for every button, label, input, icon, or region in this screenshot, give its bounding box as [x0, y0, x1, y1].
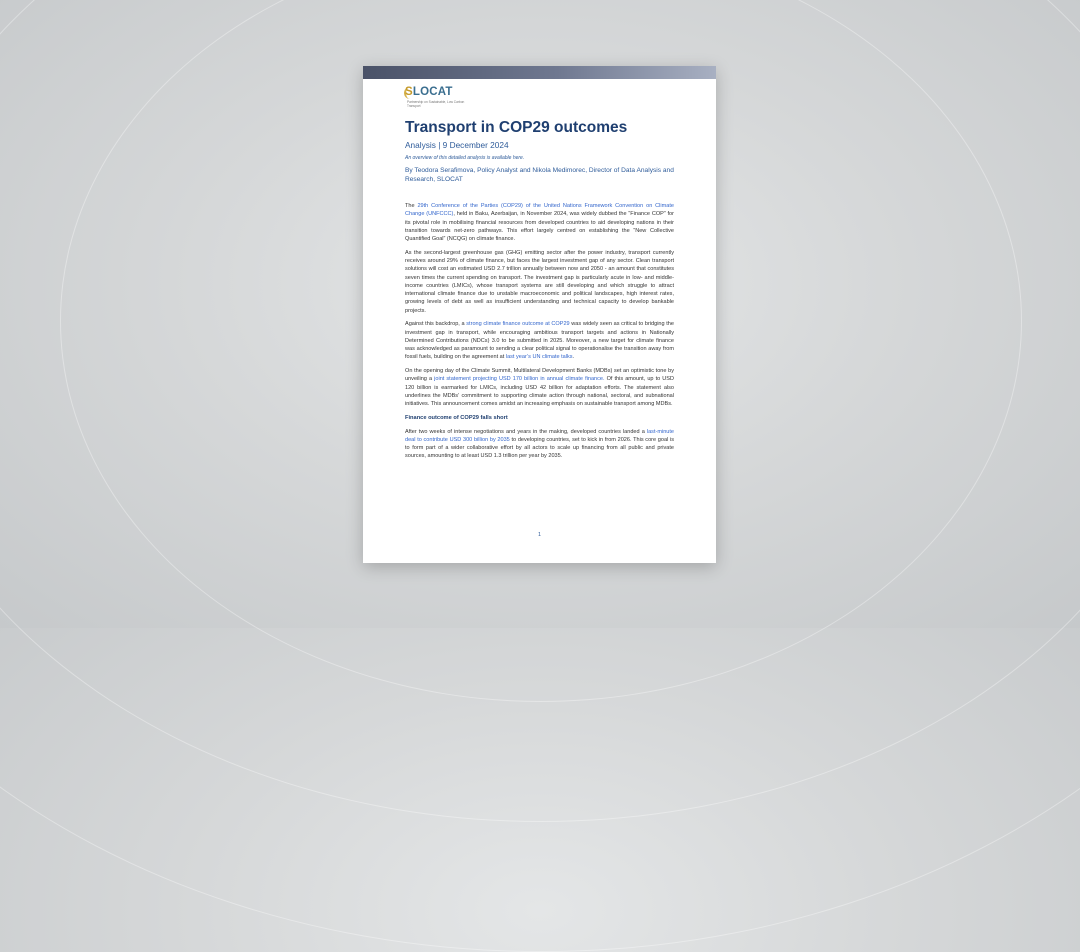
mdb-statement-link[interactable]: joint statement projecting USD 170 billion in annual climate finance. [434, 376, 605, 383]
page-number: 1 [537, 532, 542, 538]
deal-link[interactable]: last-minute deal to contribute USD 300 billion by 2035 [405, 428, 674, 443]
analysis-date: Analysis | 9 December 2024 [405, 140, 509, 150]
paragraph: On the opening day of the Climate Summit, Multilateral Development Banks (MDBs) set an optimistic tone by unveiling a joint statement projecting USD 170 billion in annual climate finance. Of this amount, up to USD 120 billion is earmarked for LMICs, including USD 42 billion for adaptation efforts. The statement also underlines the MDBs’ commitment to supporting climate action through national, sectoral, and subnational initiatives. This announcement comes amidst an increasing emphasis on sustainable transport among MDBs. [405, 368, 674, 407]
logo-tagline: Partnership on Sustainable, Low Carbon Transport [407, 100, 465, 108]
un-climate-talks-link[interactable]: last year’s UN climate talks [505, 354, 573, 361]
logo-wordmark: SLOCAT [405, 86, 453, 98]
slocat-logo [405, 86, 465, 116]
paragraph: The 29th Conference of the Parties (COP29) of the United Nations Framework Convention on Climate Change (UNFCCC), held in Baku, Azerbaijan, in November 2024, was widely dubbed the “Finance COP” for its pivotal role in mobilising financial resources from developed countries to aid developing nations in their transition towards net-zero pathways. This effort largely centred on establishing the “New Collective Quantified Goal” (NCQG) on climate finance. [405, 203, 674, 242]
authors-line: By Teodora Serafimova, Policy Analyst and Nikola Medimorec, Director of Data Analysis and Research, SLOCAT [405, 167, 674, 183]
paragraph: Against this backdrop, a strong climate finance outcome at COP29 was widely seen as critical to bridging the investment gap in transport, while encouraging ambitious transport targets and actions in Nationally Determined Contributions (NDCs) 3.0 to be submitted in 2025. Moreover, a new target for climate finance was acknowledged as paramount to sending a clear political signal to operationalise the transition away from fossil fuels, building on the agreement at last year’s UN climate talks. [405, 321, 674, 361]
page-title: Transport in COP29 outcomes [405, 119, 628, 136]
cop29-link[interactable]: 29th Conference of the Parties (COP29) of the United Nations Framework Convention on Climate Change (UNFCCC) [405, 203, 674, 218]
overview-note: An overview of this detailed analysis is available here. [405, 155, 525, 161]
climate-finance-link[interactable]: strong climate finance outcome at COP29 [466, 321, 570, 328]
document-page [363, 66, 716, 563]
paragraph: As the second-largest greenhouse gas (GHG) emitting sector after the power industry, transport currently receives around 29% of climate finance, but faces the largest investment gap of any sector. Clean transport solutions will cost an estimated USD 2.7 trillion annually between now and 2050 - an amount that constitutes seven times the current spending on transport. The investment gap is particularly acute in low- and middle-income countries (LMICs), whose transport systems are still developing and which struggle to attract international climate finance due to unstable macroeconomic and political landscapes, high interest rates, growing levels of debt as well as insufficient understanding and technical capacity to develop bankable projects. [405, 249, 674, 314]
body-text [405, 202, 674, 466]
paragraph: After two weeks of intense negotiations and years in the making, developed countries landed a last-minute deal to contribute USD 300 billion by 2035 to developing countries, set to kick in from 2026. This core goal is to form part of a wider collaborative effort by all actors to scale up financing from all public and private sources, amounting to at least USD 1.3 trillion per year by 2035. [405, 428, 675, 460]
header-bar [363, 66, 716, 79]
section-heading: Finance outcome of COP29 falls short [405, 414, 508, 421]
